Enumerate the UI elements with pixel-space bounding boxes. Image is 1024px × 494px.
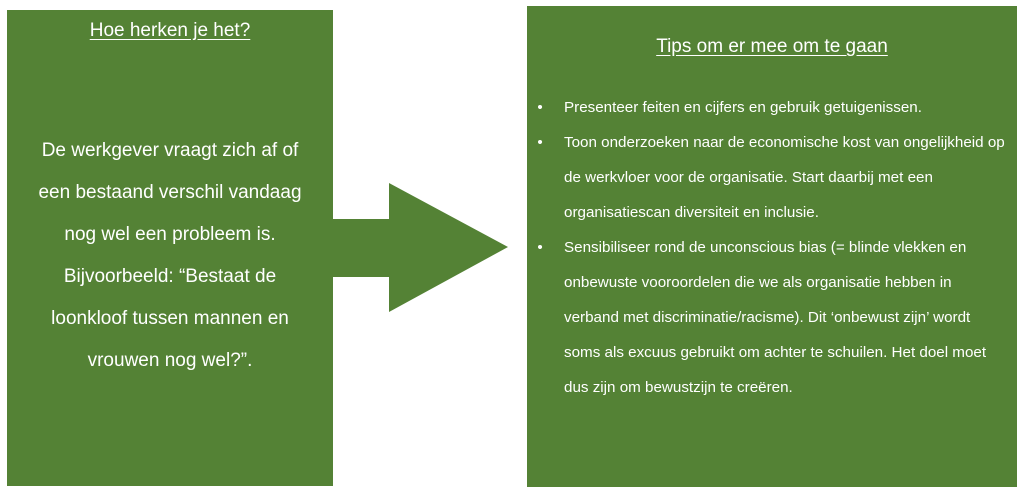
arrow-shape [332,183,508,312]
tip-text: Toon onderzoeken naar de economische kost van ongelijkheid op de werkvloer voor de organisatie. Start daarbij met een organisatiescan diversiteit en inclusie. [564,134,1005,221]
left-body-line: Bijvoorbeeld: “Bestaat de [63,266,277,287]
right-box-title: Tips om er mee om te gaan [656,36,888,57]
tip-text: Presenteer feiten en cijfers en gebruik getuigenissen. [564,99,922,116]
list-item [527,125,1017,230]
list-item [527,90,1017,125]
left-box-body [17,130,323,382]
left-body-line: vrouwen nog wel?”. [87,350,253,371]
right-box [527,6,1017,487]
left-box-title: Hoe herken je het? [89,20,251,41]
list-item [527,230,1017,405]
bullet-icon: • [537,99,543,116]
bullet-icon: • [537,239,543,256]
left-body-line: loonkloof tussen mannen en [51,308,289,329]
left-body-line: De werkgever vraagt zich af of [41,140,299,161]
tip-text: Sensibiliseer rond de unconscious bias (= blinde vlekken en onbewuste vooroordelen die we als organisatie hebben in verband met discriminatie/racisme). Dit ‘onbewust zijn’ wordt soms als excuus gebruikt om achter te schuilen. Het doel moet dus zijn om bewustzijn te creëren. [564,239,987,396]
left-body-line: een bestaand verschil vandaag [38,182,302,203]
tips-list [527,90,1017,405]
right-arrow-icon [332,183,512,313]
left-body-line: nog wel een probleem is. [64,224,276,245]
bullet-icon: • [537,134,543,151]
left-box [7,10,333,486]
